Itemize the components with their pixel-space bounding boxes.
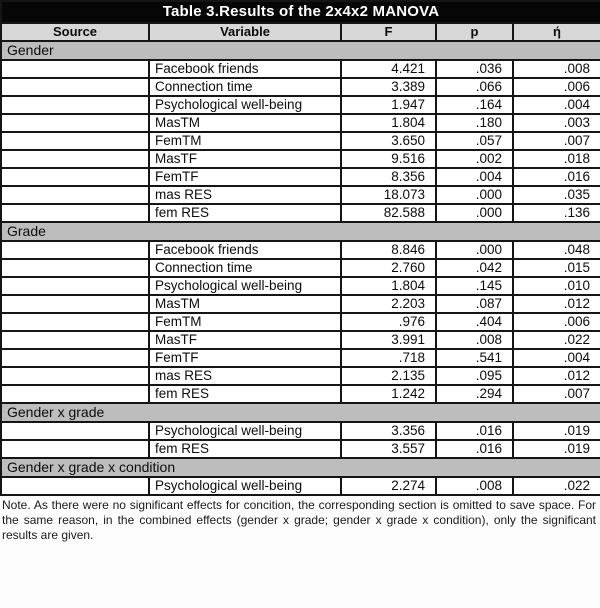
table-body	[1, 41, 600, 495]
p-value-cell: .164	[436, 96, 513, 114]
eta-value-cell: .012	[513, 295, 600, 313]
section-source-label: Gender x grade	[1, 403, 600, 422]
source-cell	[1, 295, 149, 313]
eta-value-cell: .048	[513, 241, 600, 259]
f-value-cell: 2.274	[341, 477, 436, 495]
f-value-cell: 1.242	[341, 385, 436, 403]
table-row	[1, 114, 600, 132]
section-header-row	[1, 458, 600, 477]
source-cell	[1, 78, 149, 96]
p-value-cell: .008	[436, 477, 513, 495]
table-row	[1, 204, 600, 222]
variable-cell: Psychological well-being	[149, 277, 341, 295]
source-cell	[1, 114, 149, 132]
table-row	[1, 422, 600, 440]
variable-cell: MasTF	[149, 331, 341, 349]
source-cell	[1, 477, 149, 495]
variable-cell: MasTM	[149, 295, 341, 313]
p-value-cell: .404	[436, 313, 513, 331]
section-source-label: Grade	[1, 222, 600, 241]
source-cell	[1, 440, 149, 458]
p-value-cell: .145	[436, 277, 513, 295]
variable-cell: fem RES	[149, 385, 341, 403]
col-header-source: Source	[1, 23, 149, 41]
table-note: Note. As there were no significant effects for concition, the corresponding section is omitted to save space. For the same reason, in the combined effects (gender x grade; gender x grade x condition), only the significant results are given.	[2, 498, 596, 542]
title-row	[1, 1, 600, 23]
source-cell	[1, 60, 149, 78]
p-value-cell: .000	[436, 241, 513, 259]
variable-cell: Psychological well-being	[149, 96, 341, 114]
f-value-cell: 3.356	[341, 422, 436, 440]
eta-value-cell: .016	[513, 168, 600, 186]
table-row	[1, 277, 600, 295]
f-value-cell: 3.389	[341, 78, 436, 96]
table-row	[1, 367, 600, 385]
eta-value-cell: .022	[513, 331, 600, 349]
f-value-cell: .718	[341, 349, 436, 367]
table-title: Table 3.Results of the 2x4x2 MANOVA	[1, 1, 600, 23]
source-cell	[1, 241, 149, 259]
table-row	[1, 60, 600, 78]
variable-cell: FemTF	[149, 168, 341, 186]
table-row	[1, 168, 600, 186]
section-header-row	[1, 403, 600, 422]
source-cell	[1, 259, 149, 277]
f-value-cell: 4.421	[341, 60, 436, 78]
p-value-cell: .066	[436, 78, 513, 96]
f-value-cell: 1.804	[341, 277, 436, 295]
eta-value-cell: .004	[513, 96, 600, 114]
eta-value-cell: .008	[513, 60, 600, 78]
eta-value-cell: .006	[513, 78, 600, 96]
f-value-cell: 3.557	[341, 440, 436, 458]
source-cell	[1, 186, 149, 204]
table-row	[1, 385, 600, 403]
eta-value-cell: .004	[513, 349, 600, 367]
table-row	[1, 132, 600, 150]
eta-value-cell: .007	[513, 385, 600, 403]
p-value-cell: .004	[436, 168, 513, 186]
p-value-cell: .036	[436, 60, 513, 78]
variable-cell: Connection time	[149, 259, 341, 277]
variable-cell: fem RES	[149, 204, 341, 222]
section-header-row	[1, 41, 600, 60]
table-row	[1, 150, 600, 168]
variable-cell: MasTF	[149, 150, 341, 168]
variable-cell: mas RES	[149, 367, 341, 385]
col-header-eta: ή	[513, 23, 600, 41]
col-header-p: p	[436, 23, 513, 41]
source-cell	[1, 331, 149, 349]
source-cell	[1, 385, 149, 403]
source-cell	[1, 204, 149, 222]
f-value-cell: 2.760	[341, 259, 436, 277]
p-value-cell: .180	[436, 114, 513, 132]
source-cell	[1, 96, 149, 114]
f-value-cell: 2.203	[341, 295, 436, 313]
table-row	[1, 259, 600, 277]
section-source-label: Gender	[1, 41, 600, 60]
eta-value-cell: .010	[513, 277, 600, 295]
p-value-cell: .000	[436, 186, 513, 204]
f-value-cell: 9.516	[341, 150, 436, 168]
table-row	[1, 440, 600, 458]
f-value-cell: 2.135	[341, 367, 436, 385]
p-value-cell: .002	[436, 150, 513, 168]
source-cell	[1, 313, 149, 331]
source-cell	[1, 422, 149, 440]
eta-value-cell: .035	[513, 186, 600, 204]
eta-value-cell: .022	[513, 477, 600, 495]
table-row	[1, 78, 600, 96]
p-value-cell: .016	[436, 422, 513, 440]
variable-cell: FemTF	[149, 349, 341, 367]
f-value-cell: 18.073	[341, 186, 436, 204]
eta-value-cell: .015	[513, 259, 600, 277]
column-header-row	[1, 23, 600, 41]
variable-cell: Psychological well-being	[149, 422, 341, 440]
eta-value-cell: .136	[513, 204, 600, 222]
variable-cell: Psychological well-being	[149, 477, 341, 495]
eta-value-cell: .003	[513, 114, 600, 132]
variable-cell: MasTM	[149, 114, 341, 132]
p-value-cell: .541	[436, 349, 513, 367]
p-value-cell: .294	[436, 385, 513, 403]
source-cell	[1, 349, 149, 367]
p-value-cell: .000	[436, 204, 513, 222]
f-value-cell: .976	[341, 313, 436, 331]
section-header-row	[1, 222, 600, 241]
eta-value-cell: .012	[513, 367, 600, 385]
variable-cell: mas RES	[149, 186, 341, 204]
source-cell	[1, 367, 149, 385]
col-header-variable: Variable	[149, 23, 341, 41]
eta-value-cell: .019	[513, 440, 600, 458]
p-value-cell: .095	[436, 367, 513, 385]
f-value-cell: 82.588	[341, 204, 436, 222]
f-value-cell: 1.804	[341, 114, 436, 132]
source-cell	[1, 132, 149, 150]
source-cell	[1, 168, 149, 186]
table-row	[1, 295, 600, 313]
p-value-cell: .087	[436, 295, 513, 313]
table-row	[1, 241, 600, 259]
variable-cell: Facebook friends	[149, 60, 341, 78]
variable-cell: fem RES	[149, 440, 341, 458]
p-value-cell: .008	[436, 331, 513, 349]
f-value-cell: 8.846	[341, 241, 436, 259]
variable-cell: FemTM	[149, 313, 341, 331]
f-value-cell: 8.356	[341, 168, 436, 186]
eta-value-cell: .006	[513, 313, 600, 331]
table-row	[1, 96, 600, 114]
f-value-cell: 3.991	[341, 331, 436, 349]
p-value-cell: .042	[436, 259, 513, 277]
table-row	[1, 331, 600, 349]
table-row	[1, 477, 600, 495]
eta-value-cell: .007	[513, 132, 600, 150]
f-value-cell: 3.650	[341, 132, 436, 150]
variable-cell: Facebook friends	[149, 241, 341, 259]
section-source-label: Gender x grade x condition	[1, 458, 600, 477]
table-row	[1, 313, 600, 331]
p-value-cell: .016	[436, 440, 513, 458]
col-header-f: F	[341, 23, 436, 41]
eta-value-cell: .018	[513, 150, 600, 168]
p-value-cell: .057	[436, 132, 513, 150]
source-cell	[1, 277, 149, 295]
table-row	[1, 349, 600, 367]
variable-cell: FemTM	[149, 132, 341, 150]
eta-value-cell: .019	[513, 422, 600, 440]
source-cell	[1, 150, 149, 168]
table-row	[1, 186, 600, 204]
variable-cell: Connection time	[149, 78, 341, 96]
f-value-cell: 1.947	[341, 96, 436, 114]
